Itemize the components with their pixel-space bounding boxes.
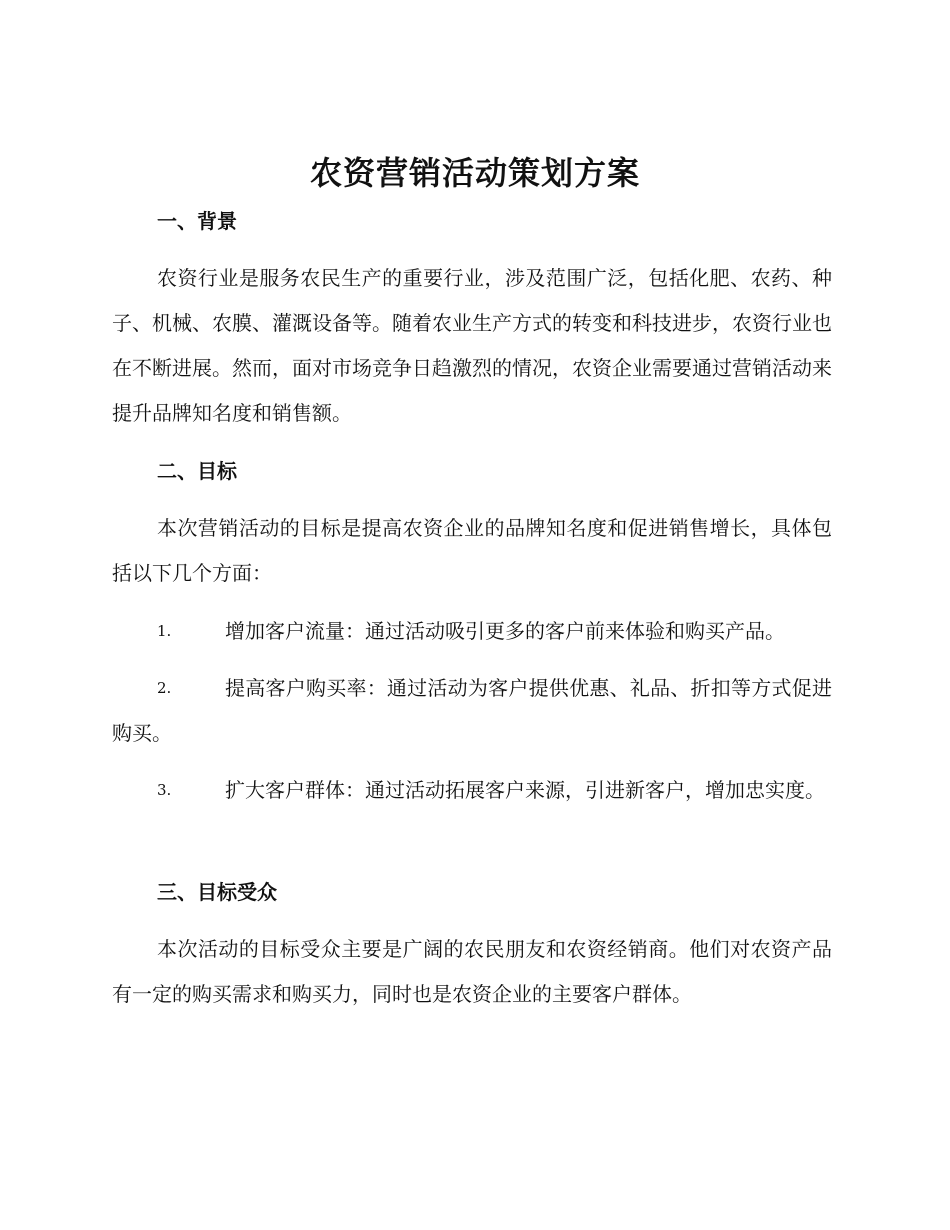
section-paragraph-audience: 本次活动的目标受众主要是广阔的农民朋友和农资经销商。他们对农资产品有一定的购买需求和购买力，同时也是农资企业的主要客户群体。 xyxy=(112,937,832,1006)
list-number: 3. xyxy=(157,781,172,799)
document-title: 农资营销活动策划方案 xyxy=(309,154,640,192)
goal-list-item-3 xyxy=(112,768,832,813)
goal-list-item-1 xyxy=(112,609,832,654)
list-item-text: 扩大客户群体：通过活动拓展客户来源，引进新客户，增加忠实度。 xyxy=(225,778,825,802)
list-number: 2. xyxy=(157,679,172,697)
section-heading-audience: 三、目标受众 xyxy=(157,880,277,904)
list-number: 1. xyxy=(157,622,172,640)
section-paragraph-background: 农资行业是服务农民生产的重要行业，涉及范围广泛，包括化肥、农药、种子、机械、农膜、灌溉设备等。随着农业生产方式的转变和科技进步，农资行业也在不断进展。然而，面对市场竞争日趋激烈的情况，农资企业需要通过营销活动来提升品牌知名度和销售额。 xyxy=(112,266,832,425)
section-heading-goals: 二、目标 xyxy=(157,459,237,483)
section-heading-background: 一、背景 xyxy=(157,209,237,233)
list-item-text: 提高客户购买率：通过活动为客户提供优惠、礼品、折扣等方式促进购买。 xyxy=(112,676,832,745)
goal-list-item-2 xyxy=(112,666,832,756)
list-item-text: 增加客户流量：通过活动吸引更多的客户前来体验和购买产品。 xyxy=(225,619,785,643)
section-paragraph-goals: 本次营销活动的目标是提高农资企业的品牌知名度和促进销售增长，具体包括以下几个方面： xyxy=(112,516,832,585)
